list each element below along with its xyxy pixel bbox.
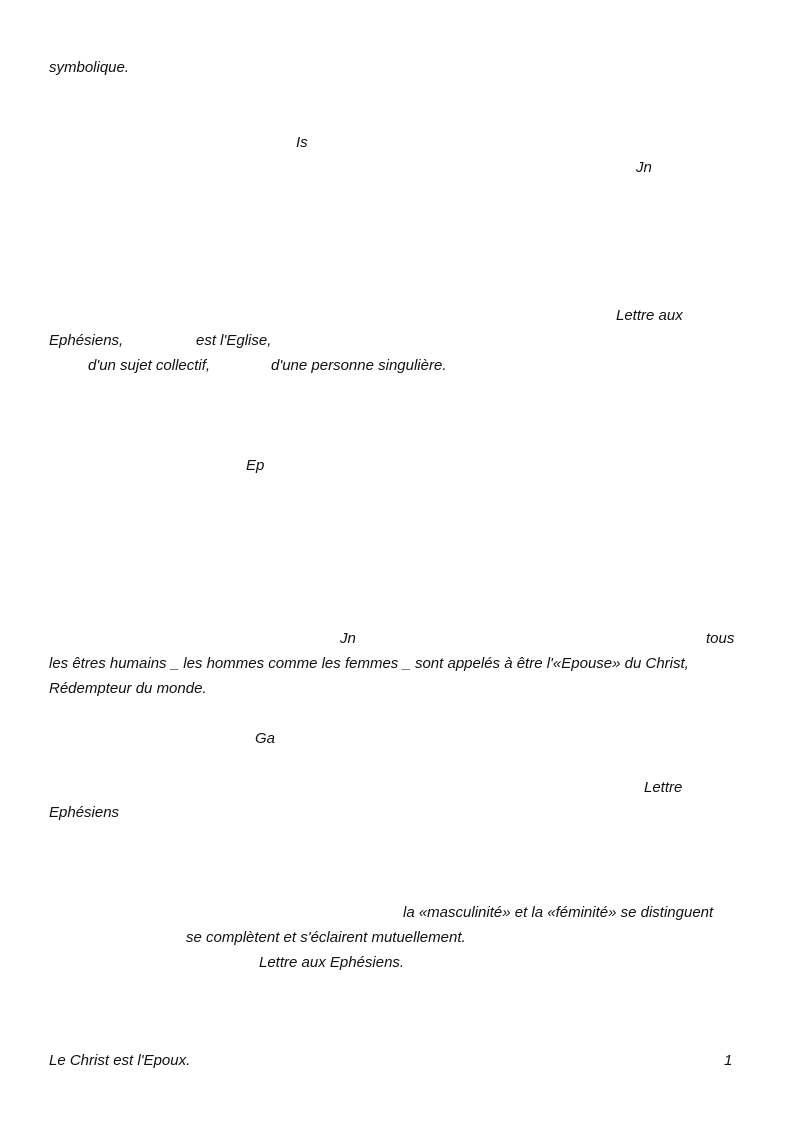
text-fragment: Rédempteur du monde. <box>49 680 207 697</box>
page-number: 1 <box>724 1052 733 1069</box>
text-fragment: symbolique. <box>49 59 130 76</box>
text-fragment: est l'Eglise, <box>196 332 272 349</box>
text-fragment: d'une personne singulière. <box>271 357 447 374</box>
text-fragment: Ephésiens, <box>49 332 124 349</box>
text-fragment: Is <box>296 134 308 151</box>
text-fragment: les êtres humains _ les hommes comme les femmes _ sont appelés à être l'«Epouse» du Christ, <box>49 655 689 672</box>
text-fragment: Jn <box>340 630 356 647</box>
text-fragment: tous <box>706 630 735 647</box>
text-fragment: Lettre aux Ephésiens. <box>259 954 405 971</box>
text-fragment: Ephésiens <box>49 804 120 821</box>
text-fragment: Lettre <box>644 779 683 796</box>
footer-text: Le Christ est l'Epoux. <box>49 1052 191 1069</box>
text-fragment: se complètent et s'éclairent mutuellement. <box>186 929 466 946</box>
text-fragment: d'un sujet collectif, <box>88 357 211 374</box>
text-fragment: Ga <box>255 730 276 747</box>
text-fragment: la «masculinité» et la «féminité» se distinguent <box>403 904 714 921</box>
text-fragment: Lettre aux <box>616 307 683 324</box>
text-fragment: Jn <box>636 159 652 176</box>
text-fragment: Ep <box>246 457 265 474</box>
